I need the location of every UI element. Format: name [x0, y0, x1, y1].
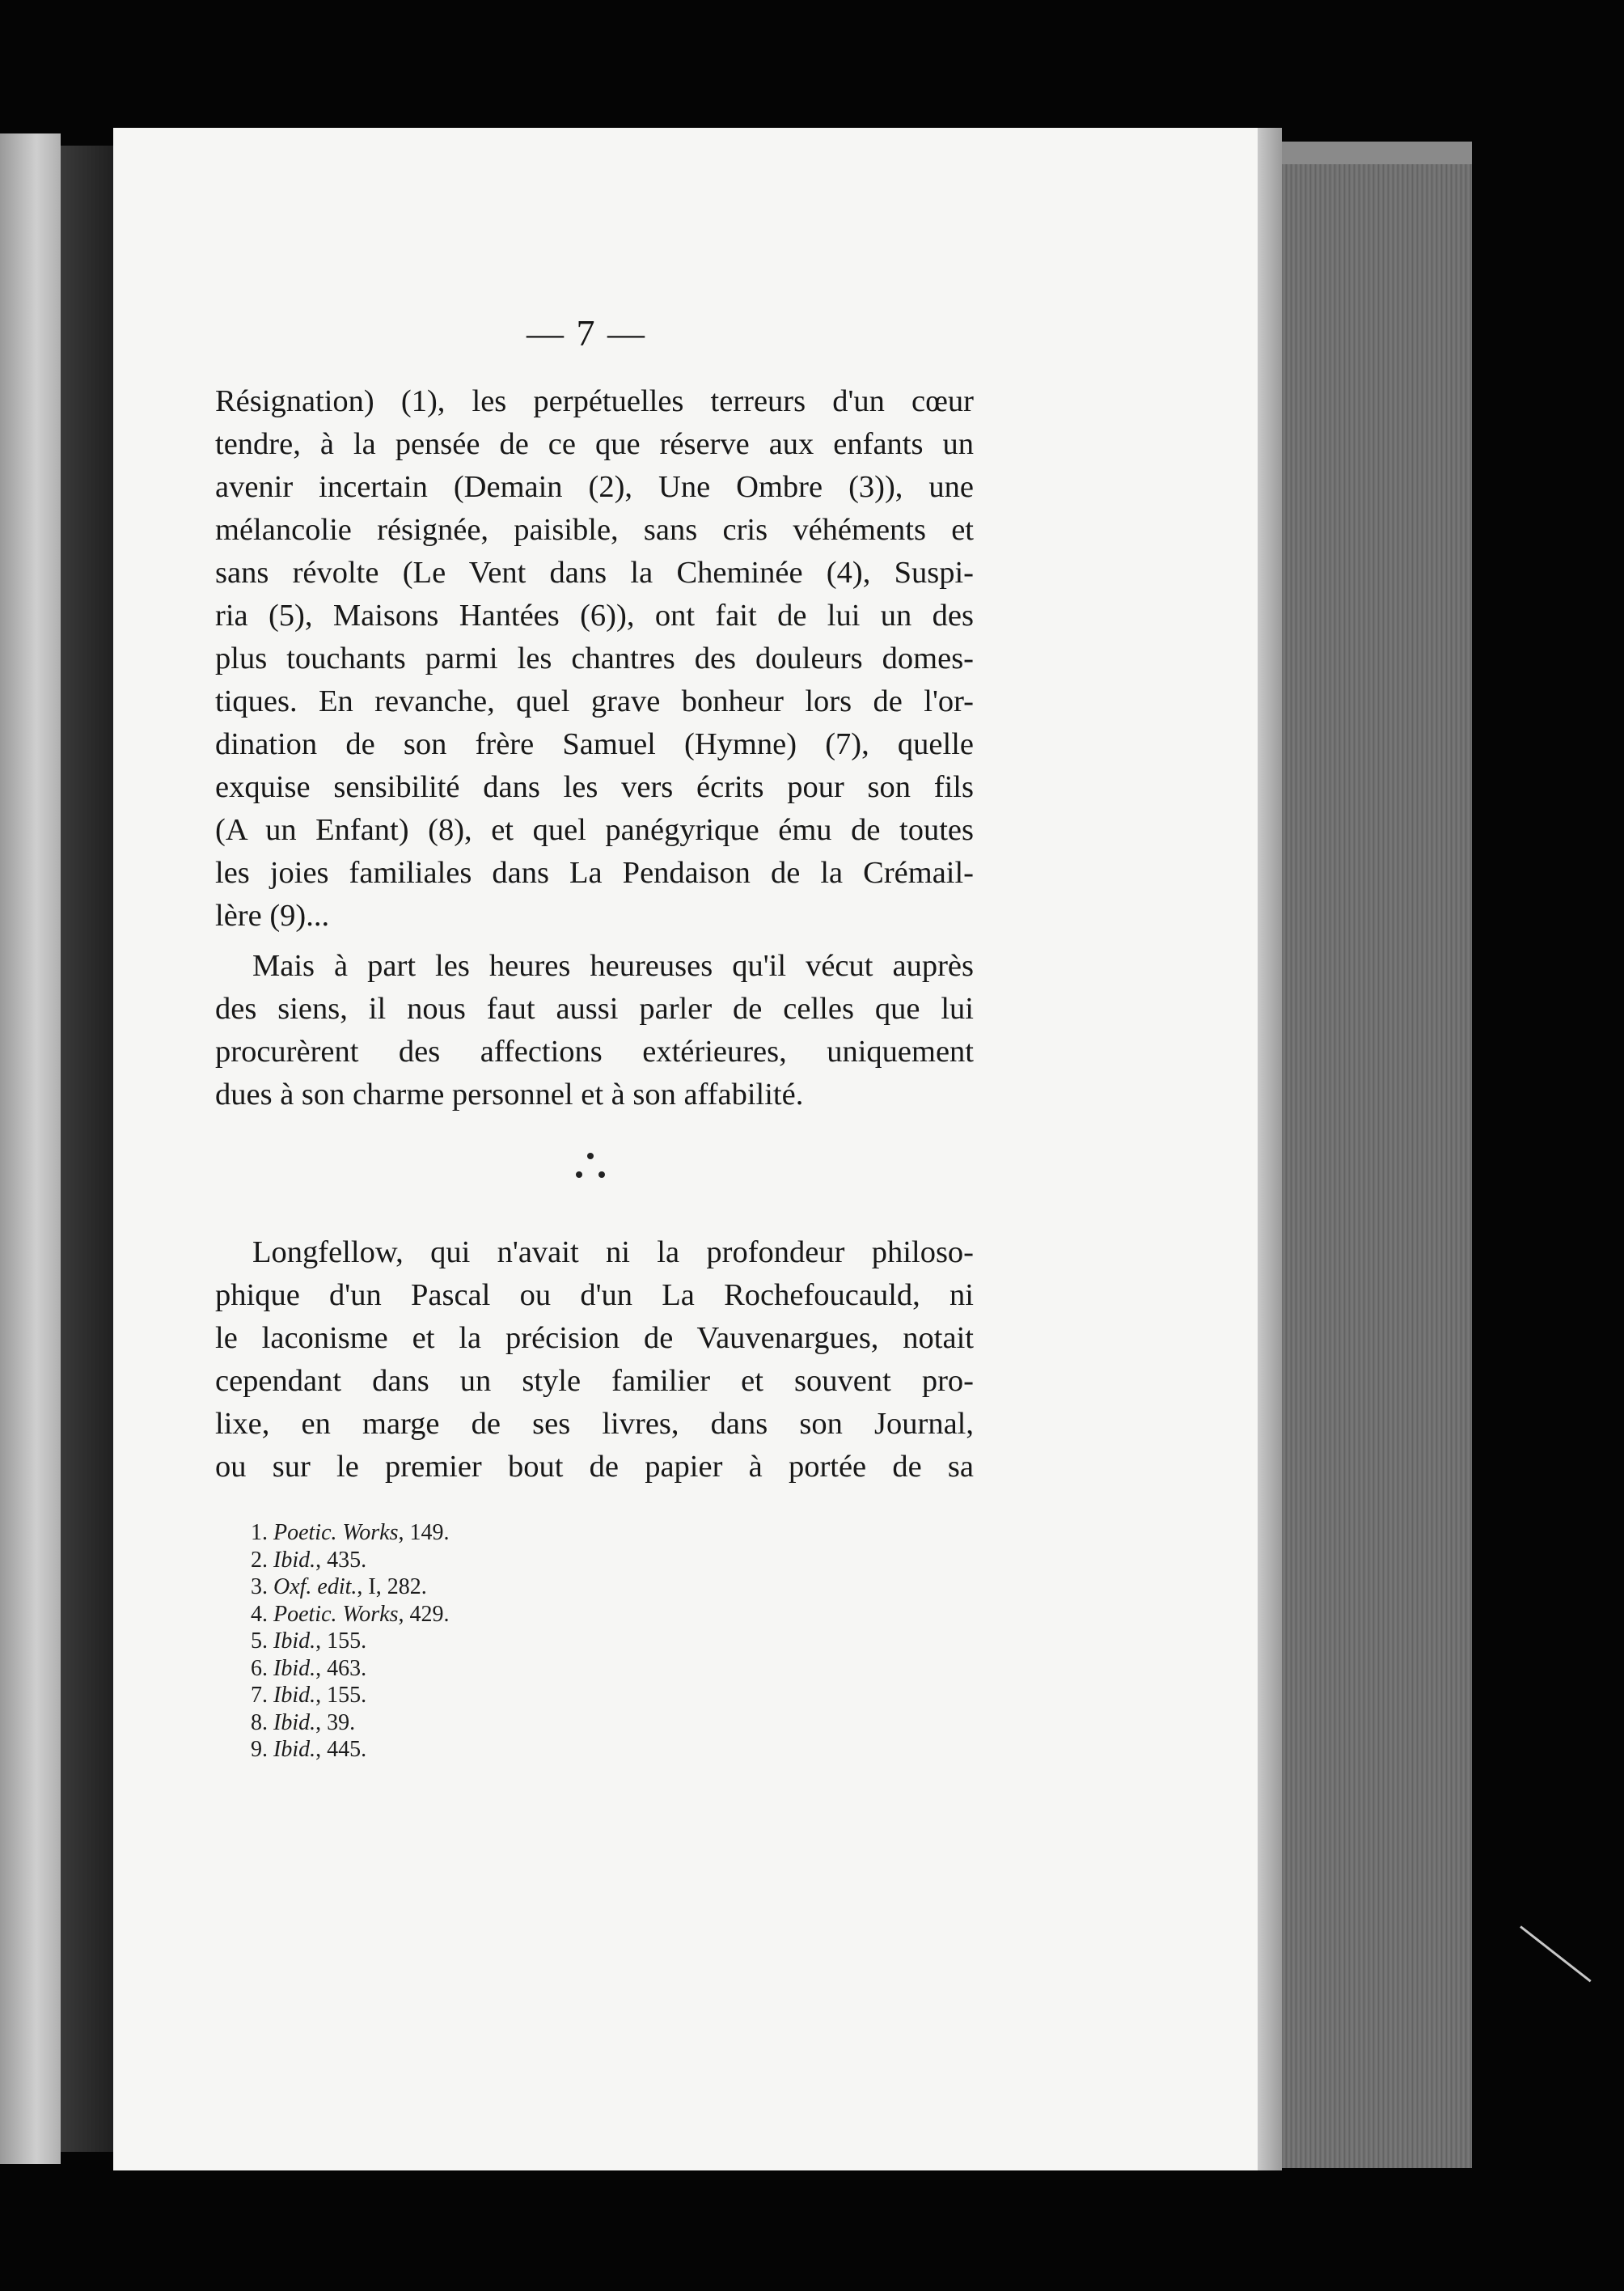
asterism-dot [598, 1171, 605, 1178]
footnote-reference: Ibid. [273, 1709, 316, 1735]
asterism-dot [576, 1171, 582, 1178]
text-line: le laconisme et la précision de Vauvenargues, notait [215, 1321, 974, 1355]
text-line: des siens, il nous faut aussi parler de celles que lui [215, 992, 974, 1026]
footnote-number: 7. [251, 1683, 268, 1708]
footnote-number: 5. [251, 1628, 268, 1654]
footnote-reference: Ibid. [273, 1655, 316, 1681]
text-line: dues à son charme personnel et à son affabilité. [215, 1078, 804, 1112]
footnote-page: , 463. [315, 1655, 367, 1681]
page-edge-shadow [1258, 128, 1282, 2170]
book-gutter [61, 146, 113, 2152]
text-line: dination de son frère Samuel (Hymne) (7), quelle [215, 727, 974, 761]
footnote [251, 1547, 655, 1574]
text-line: lixe, en marge de ses livres, dans son Journal, [215, 1407, 974, 1441]
footnote-reference: Ibid. [273, 1628, 316, 1654]
footnote-page: , 155. [315, 1683, 367, 1708]
footnote-page: , 445. [315, 1737, 367, 1762]
footnote-page: , 39. [315, 1709, 356, 1735]
text-line: tendre, à la pensée de ce que réserve aux enfants un [215, 427, 974, 461]
text-line: procurèrent des affections extérieures, uniquement [215, 1035, 974, 1069]
footnote-reference: Ibid. [273, 1737, 316, 1762]
footnote [251, 1601, 655, 1628]
footnote [251, 1519, 655, 1547]
page-stack-edge [1282, 142, 1472, 2168]
footnote-reference: Poetic. Works [273, 1601, 399, 1627]
text-line: Mais à part les heures heureuses qu'il vécut auprès [252, 949, 974, 983]
footnote-number: 4. [251, 1601, 268, 1627]
text-line: plus touchants parmi les chantres des douleurs domes- [215, 642, 974, 675]
footnotes [251, 1519, 655, 1764]
text-line: cependant dans un style familier et souvent pro- [215, 1364, 974, 1398]
text-line: ria (5), Maisons Hantées (6)), ont fait de lui un des [215, 599, 974, 633]
page-stack-top [1282, 142, 1472, 164]
asterism-dot [587, 1153, 594, 1159]
footnote-page: , 149. [398, 1520, 450, 1545]
footnote-reference: Oxf. edit. [273, 1574, 357, 1599]
paragraph-1 [215, 380, 974, 938]
footnote [251, 1655, 655, 1683]
footnote-page: , I, 282. [357, 1574, 427, 1599]
footnote-reference: Ibid. [273, 1683, 316, 1708]
text-line: ou sur le premier bout de papier à portée de sa [215, 1450, 974, 1484]
footnote-number: 1. [251, 1520, 268, 1545]
adjacent-page-left [0, 133, 61, 2164]
string-strand [1520, 1925, 1592, 1982]
footnote-page: , 429. [398, 1601, 450, 1627]
footnote [251, 1736, 655, 1764]
text-line: (A un Enfant) (8), et quel panégyrique ému de toutes [215, 813, 974, 847]
paragraph-2 [215, 945, 974, 1116]
footnote [251, 1682, 655, 1709]
text-line: avenir incertain (Demain (2), Une Ombre (3)), une [215, 470, 974, 504]
paragraph-3 [215, 1231, 974, 1489]
footnote-number: 8. [251, 1709, 268, 1735]
footnote-page: , 155. [315, 1628, 367, 1654]
section-break-asterism [566, 1149, 615, 1189]
text-line: tiques. En revanche, quel grave bonheur lors de l'or- [215, 684, 974, 718]
footnote-number: 9. [251, 1737, 268, 1762]
text-line: phique d'un Pascal ou d'un La Rochefoucauld, ni [215, 1278, 974, 1312]
footnote-number: 6. [251, 1655, 268, 1681]
text-line: exquise sensibilité dans les vers écrits pour son fils [215, 770, 974, 804]
footnote-number: 2. [251, 1547, 268, 1573]
text-line: lère (9)... [215, 899, 330, 933]
footnote [251, 1573, 655, 1601]
footnote [251, 1628, 655, 1655]
page-number: — 7 — [527, 312, 646, 354]
footnote-reference: Poetic. Works [273, 1520, 399, 1545]
footnote [251, 1709, 655, 1737]
text-line: Résignation) (1), les perpétuelles terreurs d'un cœur [215, 384, 974, 418]
text-line: Longfellow, qui n'avait ni la profondeur philoso- [252, 1235, 974, 1269]
text-line: les joies familiales dans La Pendaison de la Crémail- [215, 856, 974, 890]
footnote-page: , 435. [315, 1547, 367, 1573]
text-line: mélancolie résignée, paisible, sans cris véhéments et [215, 513, 974, 547]
footnote-number: 3. [251, 1574, 268, 1599]
footnote-reference: Ibid. [273, 1547, 316, 1573]
text-line: sans révolte (Le Vent dans la Cheminée (4), Suspi- [215, 556, 974, 590]
